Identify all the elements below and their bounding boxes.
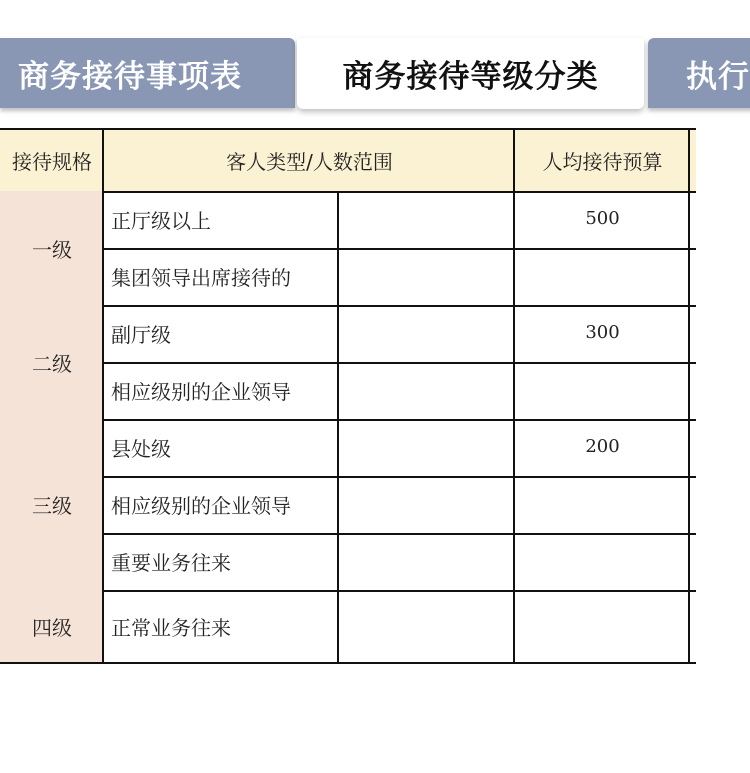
budget-text: 300 xyxy=(585,322,620,343)
level-cell-1[interactable] xyxy=(0,191,104,307)
tab-label: 执行 xyxy=(686,58,750,95)
tab-label: 商务接待事项表 xyxy=(18,58,242,95)
guest-cell[interactable] xyxy=(102,419,339,478)
header-budget[interactable] xyxy=(513,128,690,193)
header-level-text: 接待规格 xyxy=(12,150,92,174)
guest-text: 重要业务往来 xyxy=(111,551,231,575)
range-cell[interactable] xyxy=(337,476,515,535)
edge-cell[interactable] xyxy=(688,590,696,664)
budget-cell[interactable] xyxy=(513,476,690,535)
guest-text: 集团领导出席接待的 xyxy=(111,266,291,290)
guest-text: 县处级 xyxy=(111,437,171,461)
header-budget-text: 人均接待预算 xyxy=(542,150,663,174)
budget-cell[interactable] xyxy=(513,305,690,364)
guest-cell[interactable] xyxy=(102,191,339,250)
header-edge-cell[interactable] xyxy=(688,128,696,193)
tab-reception-level-classification[interactable] xyxy=(297,38,644,109)
range-cell[interactable] xyxy=(337,590,515,664)
guest-cell[interactable] xyxy=(102,248,339,307)
budget-text: 200 xyxy=(585,436,620,457)
level-cell-4[interactable] xyxy=(0,590,104,664)
edge-cell[interactable] xyxy=(688,248,696,307)
header-guest-type[interactable] xyxy=(102,128,515,193)
edge-cell[interactable] xyxy=(688,305,696,364)
range-cell[interactable] xyxy=(337,248,515,307)
header-guest-text: 客人类型/人数范围 xyxy=(226,150,393,174)
edge-cell[interactable] xyxy=(688,191,696,250)
budget-cell[interactable] xyxy=(513,248,690,307)
sheet-tab-bar xyxy=(0,0,750,115)
guest-text: 副厅级 xyxy=(111,323,171,347)
edge-cell[interactable] xyxy=(688,476,696,535)
range-cell[interactable] xyxy=(337,533,515,592)
budget-cell[interactable] xyxy=(513,362,690,421)
budget-cell[interactable] xyxy=(513,419,690,478)
guest-text: 相应级别的企业领导 xyxy=(111,494,291,518)
budget-text: 500 xyxy=(585,208,620,229)
range-cell[interactable] xyxy=(337,191,515,250)
level-text: 二级 xyxy=(32,351,72,376)
tab-execution[interactable] xyxy=(648,38,750,108)
guest-text: 相应级别的企业领导 xyxy=(111,380,291,404)
guest-text: 正常业务往来 xyxy=(111,615,231,640)
guest-cell[interactable] xyxy=(102,590,339,664)
tab-business-reception-items[interactable] xyxy=(0,38,295,108)
level-text: 四级 xyxy=(32,615,72,640)
budget-cell[interactable] xyxy=(513,191,690,250)
edge-cell[interactable] xyxy=(688,362,696,421)
level-text: 一级 xyxy=(32,237,72,262)
budget-cell[interactable] xyxy=(513,533,690,592)
header-level[interactable] xyxy=(0,128,104,193)
budget-cell[interactable] xyxy=(513,590,690,664)
range-cell[interactable] xyxy=(337,362,515,421)
range-cell[interactable] xyxy=(337,305,515,364)
guest-cell[interactable] xyxy=(102,533,339,592)
edge-cell[interactable] xyxy=(688,419,696,478)
guest-text: 正厅级以上 xyxy=(111,209,211,233)
guest-cell[interactable] xyxy=(102,476,339,535)
level-cell-2[interactable] xyxy=(0,305,104,421)
guest-cell[interactable] xyxy=(102,305,339,364)
level-text: 三级 xyxy=(32,494,72,518)
level-cell-3[interactable] xyxy=(0,419,104,592)
range-cell[interactable] xyxy=(337,419,515,478)
edge-cell[interactable] xyxy=(688,533,696,592)
tab-label: 商务接待等级分类 xyxy=(342,59,599,95)
guest-cell[interactable] xyxy=(102,362,339,421)
